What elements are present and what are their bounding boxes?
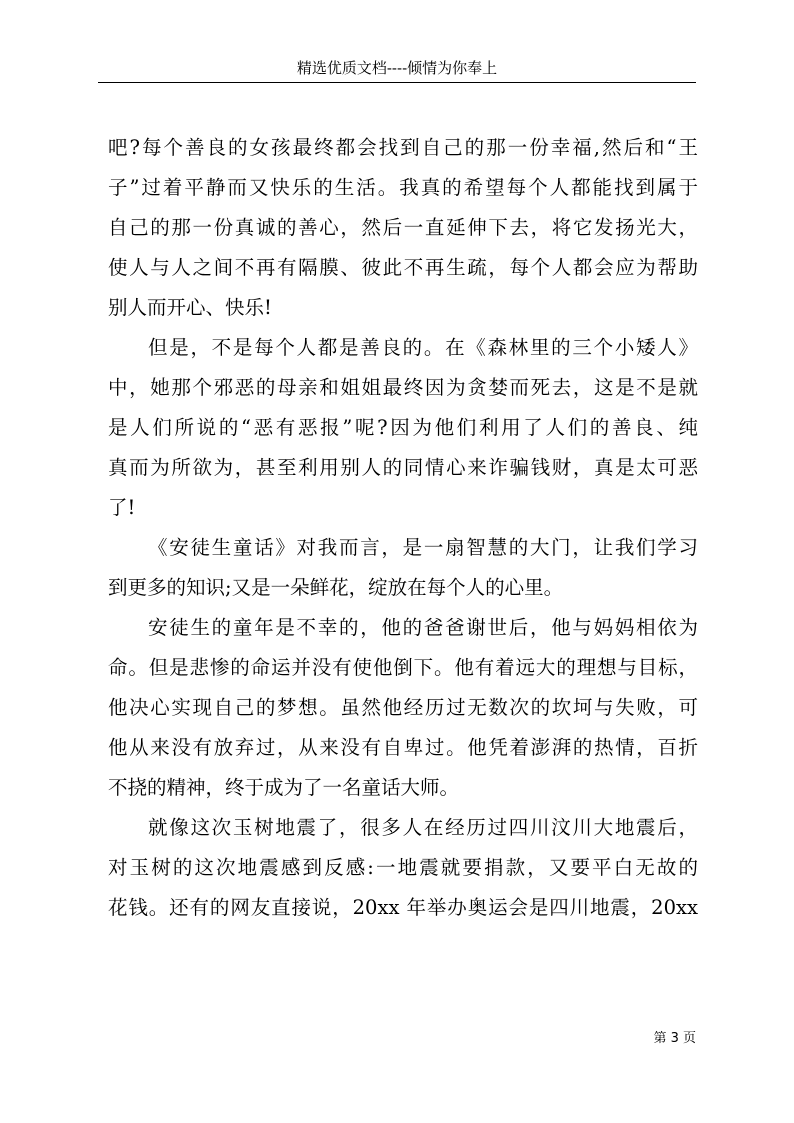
text-line: 他决心实现自己的梦想。虽然他经历过无数次的坎坷与失败，可 <box>108 696 698 719</box>
text-line: 真而为所欲为，甚至利用别人的同情心来诈骗钱财，真是太可恶 <box>108 456 698 479</box>
document-body <box>108 128 698 928</box>
text-line: 不挠的精神，终于成为了一名童话大师。 <box>108 776 460 799</box>
text-line: 《安徒生童话》对我而言，是一扇智慧的大门，让我们学习 <box>148 536 698 559</box>
text-line: 命。但是悲惨的命运并没有使他倒下。他有着远大的理想与目标， <box>108 656 698 679</box>
text-line: 自己的那一份真诚的善心，然后一直延伸下去，将它发扬光大， <box>108 216 698 239</box>
text-line: 但是，不是每个人都是善良的。在《森林里的三个小矮人》 <box>148 336 698 359</box>
text-line: 就像这次玉树地震了，很多人在经历过四川汶川大地震后， <box>148 816 698 839</box>
text-line: 使人与人之间不再有隔膜、彼此不再生疏，每个人都会应为帮助 <box>108 256 698 279</box>
text-line: 吧?每个善良的女孩最终都会找到自己的那一份幸福,然后和“王 <box>108 136 698 159</box>
text-line: 了! <box>108 496 136 519</box>
text-line: 对玉树的这次地震感到反感:一地震就要捐款，又要平白无故的 <box>108 856 698 879</box>
text-line: 安徒生的童年是不幸的，他的爸爸谢世后，他与妈妈相依为 <box>148 616 698 639</box>
page-header <box>98 58 696 83</box>
text-line: 子”过着平静而又快乐的生活。我真的希望每个人都能找到属于 <box>108 176 698 199</box>
page-number-label: 第 3 页 <box>653 1031 696 1046</box>
header-title: 精选优质文档----倾情为你奉上 <box>296 59 498 77</box>
text-line: 他从来没有放弃过，从来没有自卑过。他凭着澎湃的热情，百折 <box>108 736 698 759</box>
text-line: 是人们所说的“恶有恶报”呢?因为他们利用了人们的善良、纯 <box>108 416 698 439</box>
text-line: 别人而开心、快乐! <box>108 296 272 319</box>
page-number <box>653 1027 696 1046</box>
text-line: 到更多的知识;又是一朵鲜花，绽放在每个人的心里。 <box>108 576 564 599</box>
text-line: 花钱。还有的网友直接说，20xx 年举办奥运会是四川地震，20xx <box>108 896 698 919</box>
text-line: 中，她那个邪恶的母亲和姐姐最终因为贪婪而死去，这是不是就 <box>108 376 698 399</box>
